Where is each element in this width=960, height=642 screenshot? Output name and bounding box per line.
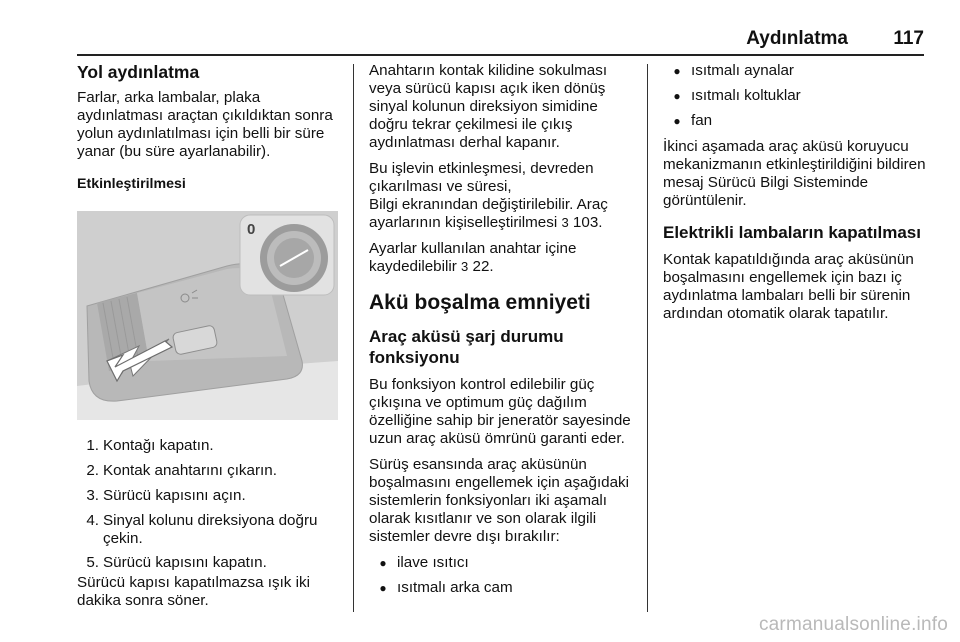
subheading-etkinlestirilmesi: Etkinleştirilmesi xyxy=(77,176,186,192)
page-number: 117 xyxy=(893,28,924,49)
step-text: Kontağı kapatın. xyxy=(103,437,214,454)
list-item xyxy=(77,487,343,505)
header-rule xyxy=(77,54,924,56)
list-item xyxy=(369,554,635,572)
bullet-icon: ● xyxy=(379,581,387,595)
column-divider-1 xyxy=(353,64,354,612)
paragraph-exit-lighting-off: Anahtarın kontak kilidine sokulması veya sürücü kapısı açık iken dönüş sinyal kolunun direksiyon simidine doğru tekrar çekilmesi ile çıkış aydınlatması derhal kapanır. xyxy=(369,62,608,151)
bullet-text: fan xyxy=(691,112,713,129)
outro-paragraph: Sürücü kapısı kapatılmazsa ışık iki dakika sonra söner. xyxy=(77,574,310,609)
step-text: Sürücü kapısını kapatın. xyxy=(103,554,267,571)
step-text: Kontak anahtarını çıkarın. xyxy=(103,462,277,479)
section-heading-lamp-shutoff: Elektrikli lambaların kapatılması xyxy=(663,223,921,242)
list-item xyxy=(663,62,933,80)
turn-signal-stalk-figure xyxy=(77,211,338,420)
step-number: 3. xyxy=(86,487,99,504)
column-divider-2 xyxy=(647,64,648,612)
bullet-icon: ● xyxy=(673,89,681,103)
section-heading-battery: Akü boşalma emniyeti xyxy=(369,291,591,314)
bullet-text: ilave ısıtıcı xyxy=(397,554,469,571)
settings-page-ref[interactable]: 103. xyxy=(572,214,603,231)
list-item xyxy=(77,462,343,480)
column-3 xyxy=(663,62,933,331)
column-1-lower xyxy=(77,437,343,618)
stalk-illustration xyxy=(77,211,338,420)
paragraph-key-storage xyxy=(369,240,635,276)
paragraph-load-shedding: Sürüş esansında araç aküsünün boşalmasını engellemek için aşağıdaki sistemlerin fonksiyonları iki aşamalı olarak kısıtlanır ve son olarak ilgili sistemler devre dışı bırakılır: xyxy=(369,456,630,545)
bullet-text: ısıtmalı arka cam xyxy=(397,579,513,596)
cross-reference-arrow-icon: 3 xyxy=(561,215,569,230)
key-storage-page-ref[interactable]: 22. xyxy=(472,258,494,275)
running-header-title: Aydınlatma xyxy=(746,28,848,49)
step-list xyxy=(77,437,343,572)
subheading-battery-charge: Araç aküsü şarj durumu fonksiyonu xyxy=(369,327,564,367)
list-item xyxy=(663,112,933,130)
step-text: Sürücü kapısını açın. xyxy=(103,487,246,504)
watermark: carmanualsonline.info xyxy=(758,614,948,635)
key-storage-text: Ayarlar kullanılan anahtar içine kaydedilebilir xyxy=(369,240,577,275)
step-number: 2. xyxy=(86,462,99,479)
paragraph-generator: Bu fonksiyon kontrol edilebilir güç çıkışına ve optimum güç dağılım özelliğine sahip bir jeneratör sayesinde uzun araç aküsü ömrünü garanti eder. xyxy=(369,376,631,447)
list-item xyxy=(77,437,343,455)
column-1 xyxy=(77,62,343,199)
bullet-icon: ● xyxy=(673,64,681,78)
bullet-text: ısıtmalı koltuklar xyxy=(691,87,801,104)
paragraph-stage-two-message: İkinci aşamada araç aküsü koruyucu mekanizmanın etkinleştirildiğini bildiren mesaj Sürücü Bilgi Sisteminde görüntülenir. xyxy=(663,138,926,209)
bullet-text: ısıtmalı aynalar xyxy=(691,62,794,79)
step-number: 5. xyxy=(86,554,99,571)
bullet-icon: ● xyxy=(379,556,387,570)
intro-paragraph: Farlar, arka lambalar, plaka aydınlatması araçtan çıkıldıktan sonra yolun aydınlatılması için belli bir süre yanar (bu süre ayarlanabilir). xyxy=(77,89,333,160)
paragraph-settings xyxy=(369,160,635,232)
paragraph-lamp-shutoff: Kontak kapatıldığında araç aküsünün boşalmasını engellemek için bazı iç aydınlatma lambaları belli bir sürenin ardından otomatik olarak tapatılır. xyxy=(663,251,914,322)
bullet-icon: ● xyxy=(673,114,681,128)
settings-text-b: Bilgi ekranından değiştirilebilir. Araç ayarlarının kişiselleştirilmesi xyxy=(369,196,608,231)
bullet-list-col3 xyxy=(663,62,933,130)
list-item xyxy=(77,554,343,572)
settings-text-a: Bu işlevin etkinleşmesi, devreden çıkarılması ve süresi, xyxy=(369,160,594,195)
ignition-position-label: 0 xyxy=(247,221,256,238)
step-text: Sinyal kolunu direksiyona doğru çekin. xyxy=(103,512,318,547)
list-item xyxy=(663,87,933,105)
bullet-list-col2 xyxy=(369,554,635,597)
column-2 xyxy=(369,62,635,605)
list-item xyxy=(77,512,343,548)
cross-reference-arrow-icon: 3 xyxy=(461,259,469,274)
list-item xyxy=(369,579,635,597)
step-number: 4. xyxy=(86,512,99,529)
step-number: 1. xyxy=(86,437,99,454)
section-heading-yol-aydinlatma: Yol aydınlatma xyxy=(77,62,200,82)
